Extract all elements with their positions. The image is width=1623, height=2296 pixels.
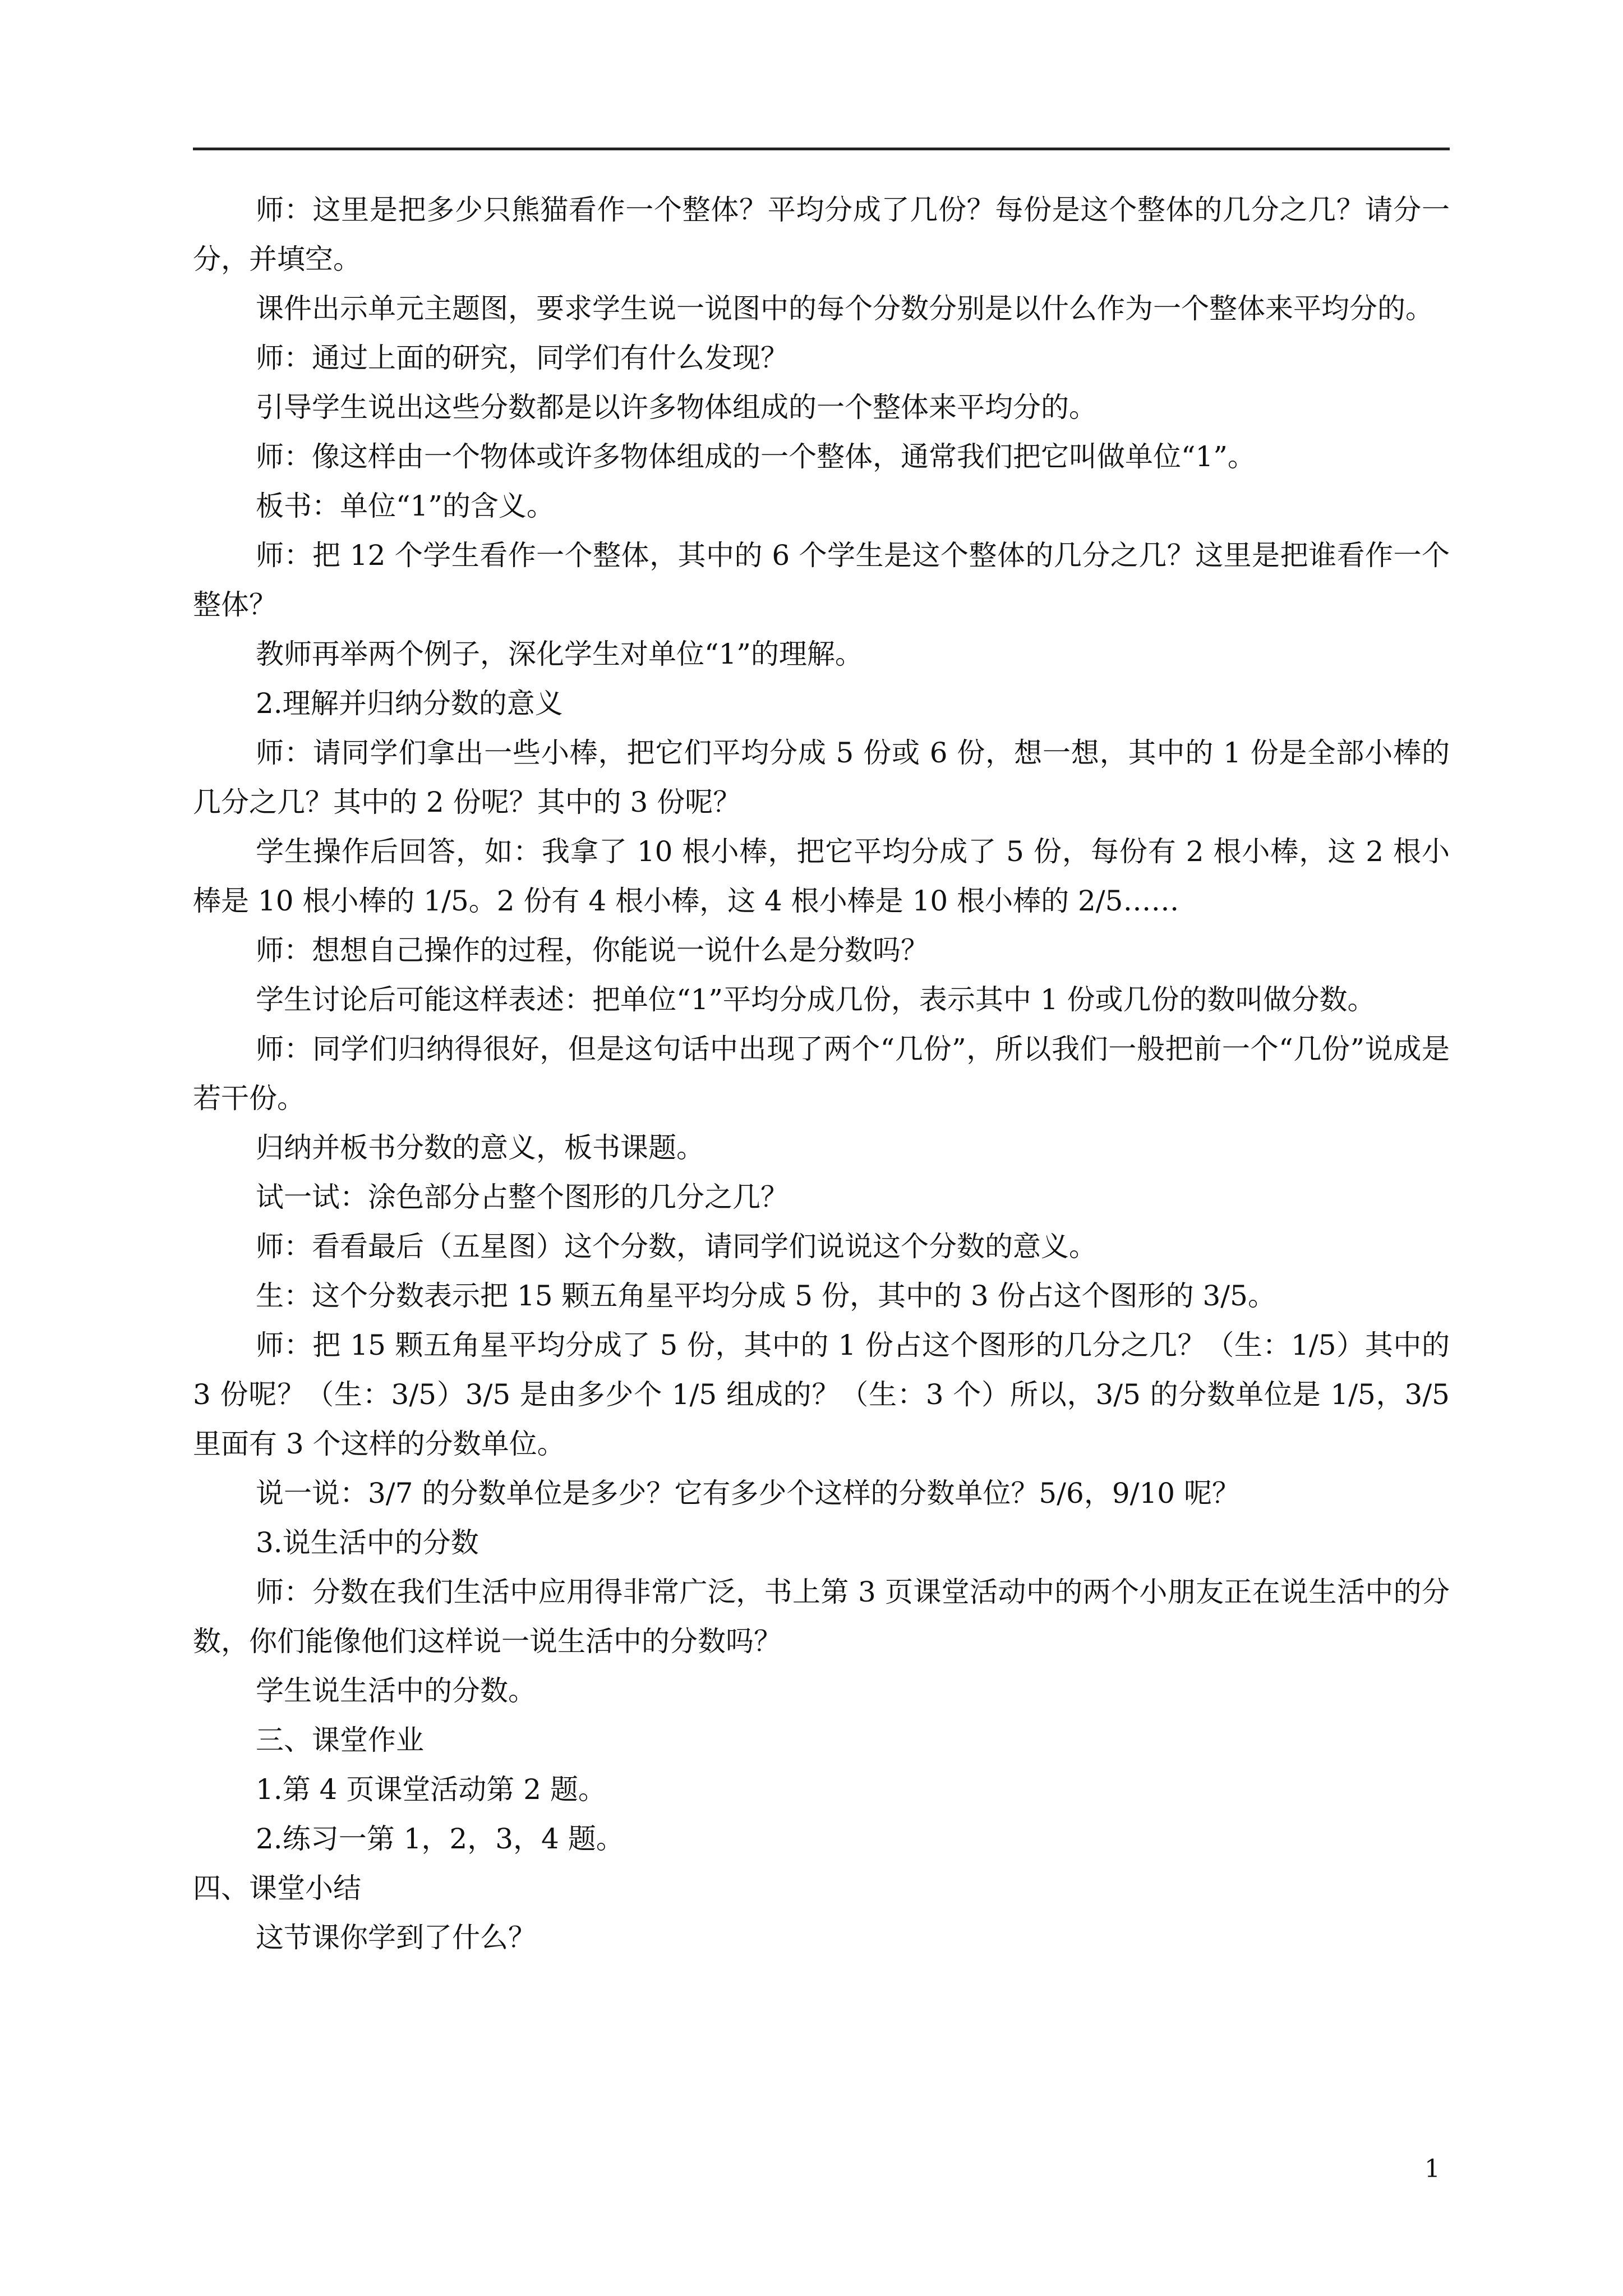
paragraph: 试一试：涂色部分占整个图形的几分之几？ [256,1181,789,1213]
paragraph: 板书：单位“1”的含义。 [256,490,555,522]
paragraph: 学生讨论后可能这样表述：把单位“1”平均分成几份，表示其中 1 份或几份的数叫做分数。 [256,983,1376,1016]
paragraph: 师：看看最后（五星图）这个分数，请同学们说说这个分数的意义。 [256,1230,1097,1263]
paragraph: 师：请同学们拿出一些小棒，把它们平均分成 5 份或 6 份，想一想，其中的 1 份是全部小棒的几分之几？其中的 2 份呢？其中的 3 份呢？ [193,737,1450,818]
paragraph: 说一说：3/7 的分数单位是多少？它有多少个这样的分数单位？5/6，9/10 呢？ [256,1477,1241,1510]
paragraph: 师：把 15 颗五角星平均分成了 5 份，其中的 1 份占这个图形的几分之几？（生：1/5）其中的 3 份呢？（生：3/5）3/5 是由多少个 1/5 组成的？（生：3 个）所以，3/5 的分数单位是 1/5，3/5 里面有 3 个这样的分数单位。 [193,1329,1450,1460]
paragraph: 生：这个分数表示把 15 颗五角星平均分成 5 份，其中的 3 份占这个图形的 3/5。 [256,1280,1276,1312]
list-item: 2.练习一第 1，2，3，4 题。 [256,1823,624,1855]
paragraph: 师：分数在我们生活中应用得非常广泛，书上第 3 页课堂活动中的两个小朋友正在说生活中的分数，你们能像他们这样说一说生活中的分数吗？ [193,1576,1450,1658]
list-item: 1.第 4 页课堂活动第 2 题。 [256,1773,606,1806]
section-heading: 四、课堂小结 [193,1872,361,1904]
section-heading: 2.理解并归纳分数的意义 [256,687,563,720]
paragraph: 课件出示单元主题图，要求学生说一说图中的每个分数分别是以什么作为一个整体来平均分的。 [256,292,1433,325]
paragraph: 师：像这样由一个物体或许多物体组成的一个整体，通常我们把它叫做单位“1”。 [256,440,1256,473]
paragraph: 师：想想自己操作的过程，你能说一说什么是分数吗？ [256,934,929,967]
paragraph: 师：同学们归纳得很好，但是这句话中出现了两个“几份”，所以我们一般把前一个“几份”说成是若干份。 [193,1033,1450,1115]
paragraph: 学生说生活中的分数。 [256,1674,536,1707]
paragraph: 教师再举两个例子，深化学生对单位“1”的理解。 [256,638,863,670]
section-heading: 三、课堂作业 [256,1724,424,1756]
page-number: 1 [1424,2155,1440,2183]
paragraph: 引导学生说出这些分数都是以许多物体组成的一个整体来平均分的。 [256,391,1097,424]
header-rule [193,148,1450,150]
paragraph: 师：这里是把多少只熊猫看作一个整体？平均分成了几份？每份是这个整体的几分之几？请分一分，并填空。 [193,194,1450,275]
section-heading: 3.说生活中的分数 [256,1526,479,1559]
paragraph: 这节课你学到了什么？ [256,1921,536,1954]
paragraph: 学生操作后回答，如：我拿了 10 根小棒，把它平均分成了 5 份，每份有 2 根小棒，这 2 根小棒是 10 根小棒的 1/5。2 份有 4 根小棒，这 4 根小棒是 10 根小棒的 2/5…… [193,835,1450,917]
paragraph: 归纳并板书分数的意义，板书课题。 [256,1131,704,1164]
paragraph: 师：把 12 个学生看作一个整体，其中的 6 个学生是这个整体的几分之几？这里是把谁看作一个整体？ [193,539,1450,621]
paragraph: 师：通过上面的研究，同学们有什么发现？ [256,342,789,374]
document-body [193,185,1450,1962]
